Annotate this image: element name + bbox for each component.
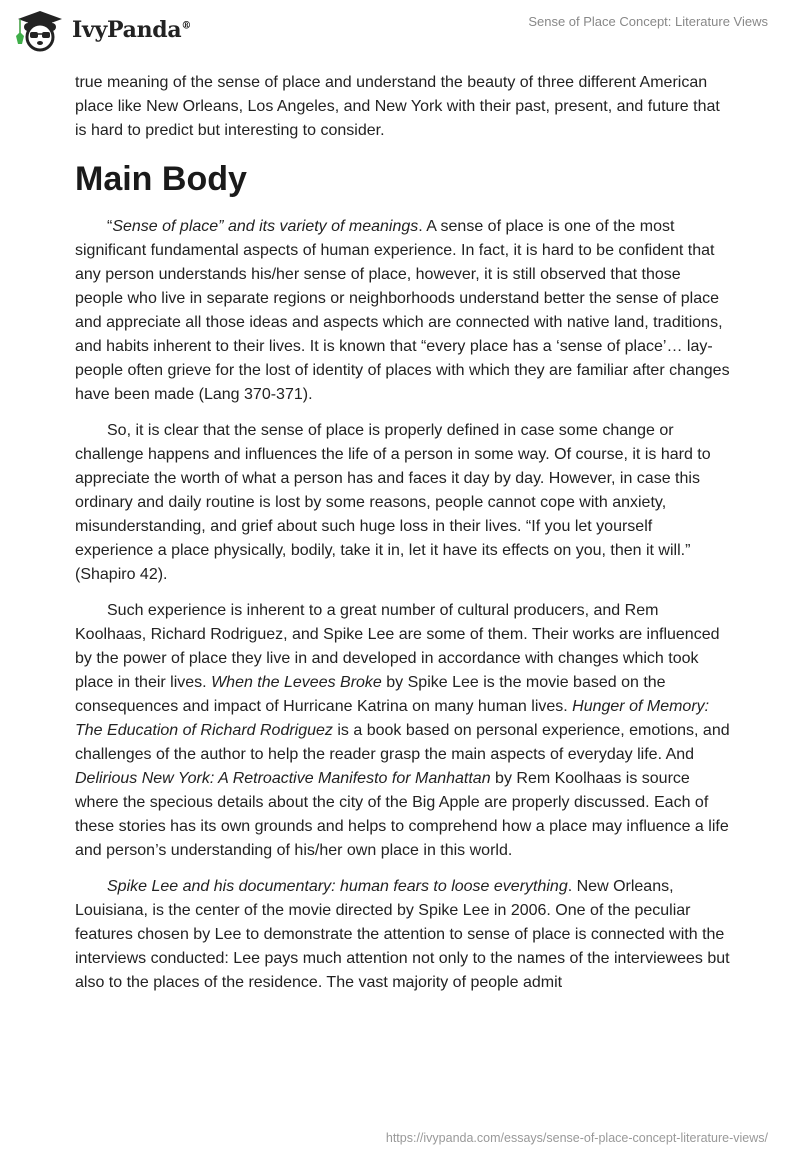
body-paragraph <box>75 875 730 995</box>
text-segment: . A sense of place is one of the most significant fundamental aspects of human experience. In fact, it is hard to be confident that any person understands his/her sense of place, however, it is still observed that those people who live in separate regions or neighborhoods understand better the sense of place and appreciate all those ideas and aspects which are connected with native land, traditions, and habits inherent to their lives. It is known that “every place has a ‘sense of place’… lay-people often grieve for the lost of identity of places with which they are familiar after changes have been made (Lang 370-371). <box>75 218 730 403</box>
text-segment: Such experience is inherent to a great number of cultural producers, and Rem Koolhaas, Richard Rodriguez, and Spike Lee are some of them. Their works are influenced by the power of place they live in and developed in accordance with changes which took place in their lives. <box>75 602 720 691</box>
body-paragraph <box>75 599 730 863</box>
source-url[interactable]: https://ivypanda.com/essays/sense-of-place-concept-literature-views/ <box>385 1131 768 1145</box>
italic-text: When the Levees Broke <box>211 674 382 691</box>
italic-text: Sense of place” and its variety of meanings <box>112 218 419 235</box>
text-segment: is a book based on personal experience, emotions, and challenges of the author to help the reader grasp the main aspects of everyday life. And <box>75 722 730 763</box>
registered-mark: ® <box>181 20 192 32</box>
section-heading: Main Body <box>75 160 247 198</box>
page-header <box>0 0 800 60</box>
text-segment: true meaning of the sense of place and understand the beauty of three different American place like New Orleans, Los Angeles, and New York with their past, present, and future that is hard to predict but interesting to consider. <box>75 74 720 139</box>
italic-text: Hunger of Memory: The Education of Richard Rodriguez <box>75 698 710 739</box>
logo-text <box>72 17 191 43</box>
body-paragraph <box>75 419 730 587</box>
ivypanda-logo[interactable] <box>14 8 191 52</box>
essay-content <box>75 71 730 1007</box>
text-segment: by Spike Lee is the movie based on the consequences and impact of Hurricane Katrina on many human lives. <box>75 674 666 715</box>
text-segment: So, it is clear that the sense of place is properly defined in case some change or challenge happens and influences the life of a person in some way. Of course, it is hard to appreciate the worth of what a person has and faces it day by day. However, in case this ordinary and daily routine is lost by some reasons, people cannot cope with anxiety, misunderstanding, and grief about such huge loss in their lives. “If you let yourself experience a place physically, bodily, take it in, let it have its effects on you, then it will.” (Shapiro 42). <box>75 422 711 583</box>
text-segment: “ <box>107 218 113 235</box>
body-paragraph <box>75 215 730 407</box>
body-paragraphs <box>75 215 730 995</box>
intro-paragraph <box>75 71 730 143</box>
panda-graduate-icon <box>14 8 66 52</box>
logo-wordmark: IvyPanda <box>72 17 182 43</box>
italic-text: Spike Lee and his documentary: human fears to loose everything <box>107 878 568 895</box>
italic-text: Delirious New York: A Retroactive Manifesto for Manhattan <box>75 770 491 787</box>
document-title: Sense of Place Concept: Literature Views <box>528 14 768 29</box>
text-segment: . New Orleans, Louisiana, is the center of the movie directed by Spike Lee in 2006. One of the peculiar features chosen by Lee to demonstrate the attention to sense of place is connected with the interviews conducted: Lee pays much attention not only to the names of the interviewees but also to the places of the residence. The vast majority of people admit <box>75 878 730 991</box>
text-segment: by Rem Koolhaas is source where the specious details about the city of the Big Apple are properly discussed. Each of these stories has its own grounds and helps to comprehend how a place may influence a life and person’s understanding of his/her own place in this world. <box>75 770 729 859</box>
